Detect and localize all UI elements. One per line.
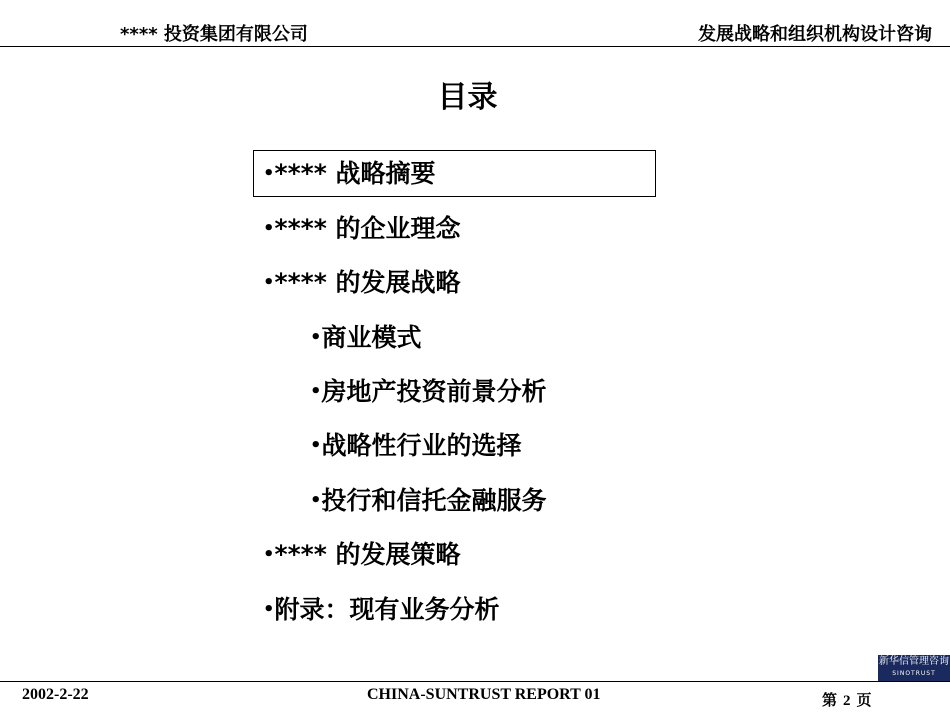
sinotrust-logo bbox=[878, 655, 950, 681]
bullet-icon: • bbox=[263, 218, 275, 239]
toc-item-development-tactics[interactable] bbox=[263, 540, 461, 570]
page-suffix: 页 bbox=[856, 691, 872, 709]
toc-subitem-industry-selection[interactable] bbox=[310, 431, 522, 461]
bullet-icon: • bbox=[263, 272, 275, 293]
bullet-icon: • bbox=[310, 381, 322, 402]
page-title: 目录 bbox=[437, 80, 498, 115]
bullet-icon: • bbox=[310, 490, 322, 511]
toc-item-label: 附录：现有业务分析 bbox=[274, 595, 500, 624]
toc-subitem-financial-services[interactable] bbox=[310, 486, 547, 516]
logo-cn-text: 新华信管理咨询 bbox=[879, 656, 949, 667]
footer-report-name: CHINA-SUNTRUST REPORT 01 bbox=[367, 686, 601, 703]
toc-item-label: **** 的发展战略 bbox=[274, 268, 461, 297]
toc-item-label: 战略性行业的选择 bbox=[321, 431, 522, 460]
logo-en-text: SINOTRUST bbox=[892, 670, 936, 677]
toc-item-strategy-summary[interactable] bbox=[263, 159, 436, 189]
project-title: 发展战略和组织机构设计咨询 bbox=[698, 24, 932, 45]
toc-item-label: 商业模式 bbox=[321, 323, 422, 352]
toc-item-label: 投行和信托金融服务 bbox=[321, 486, 547, 515]
footer-divider bbox=[0, 681, 950, 682]
bullet-icon: • bbox=[263, 599, 275, 620]
company-name: **** 投资集团有限公司 bbox=[120, 24, 308, 45]
toc-item-label: **** 的发展策略 bbox=[274, 540, 461, 569]
toc-subitem-business-model[interactable] bbox=[310, 323, 422, 353]
toc-item-appendix[interactable] bbox=[263, 595, 500, 625]
header-divider bbox=[0, 46, 950, 47]
page-number-value: 2 bbox=[843, 693, 851, 709]
footer-date: 2002-2-22 bbox=[22, 686, 89, 703]
toc-item-label: **** 的企业理念 bbox=[274, 214, 461, 243]
toc-item-label: 房地产投资前景分析 bbox=[321, 377, 547, 406]
toc-item-development-strategy[interactable] bbox=[263, 268, 461, 298]
bullet-icon: • bbox=[263, 163, 275, 184]
toc-subitem-real-estate-outlook[interactable] bbox=[310, 377, 547, 407]
bullet-icon: • bbox=[263, 544, 275, 565]
page-number bbox=[822, 689, 872, 710]
bullet-icon: • bbox=[310, 435, 322, 456]
page-prefix: 第 bbox=[822, 691, 838, 709]
toc-item-corporate-philosophy[interactable] bbox=[263, 214, 461, 244]
toc-item-label: **** 战略摘要 bbox=[274, 159, 436, 188]
bullet-icon: • bbox=[310, 327, 322, 348]
